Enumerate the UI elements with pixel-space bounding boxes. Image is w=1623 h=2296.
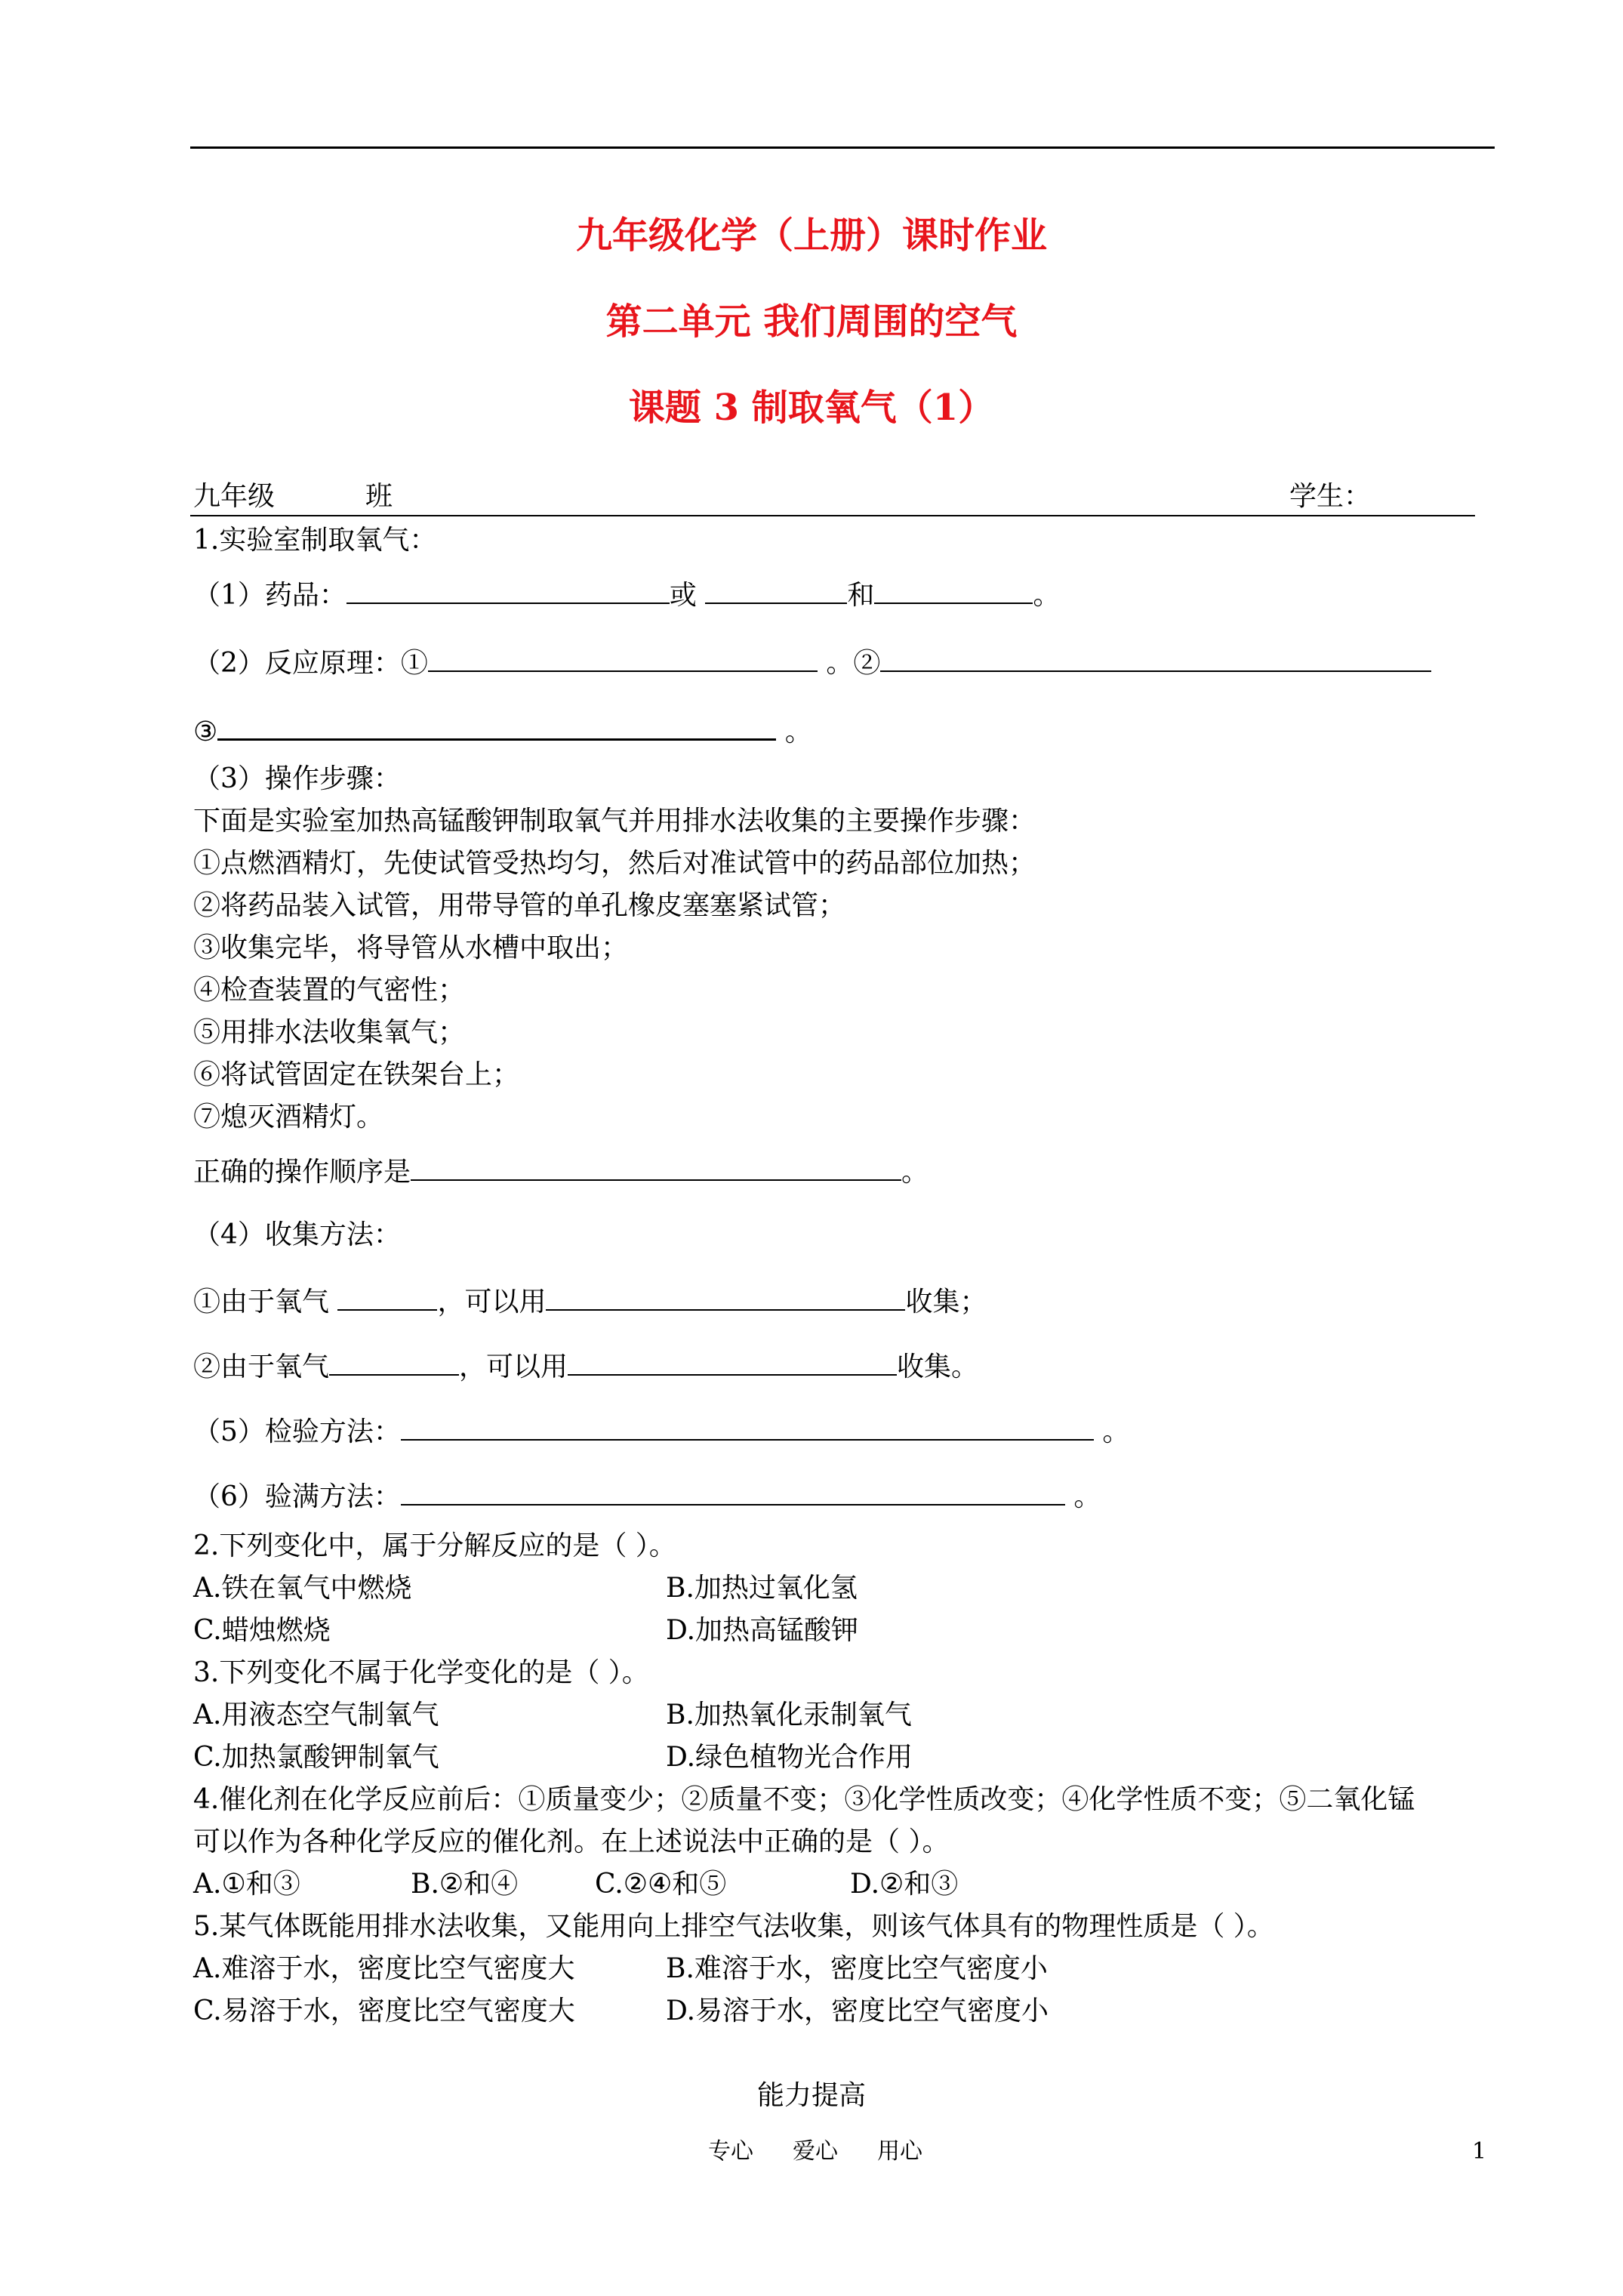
collect1-text-b: ，可以用 (437, 1287, 547, 1318)
drugs-label: （1）药品： (193, 580, 346, 611)
class-label: 班 (365, 481, 393, 512)
drugs-period: 。 (1033, 580, 1061, 611)
collect1-text-a: ①由于氧气 (193, 1287, 338, 1318)
principle-mid: 。② (826, 648, 881, 679)
step-item: ①点燃酒精灯，先使试管受热均匀，然后对准试管中的药品部位加热； (193, 848, 1036, 879)
test-method-blank[interactable] (401, 1412, 1094, 1441)
order-end: 。 (901, 1157, 929, 1188)
q2-stem: 2.下列变化中，属于分解反应的是（ ）。 (193, 1530, 676, 1561)
q5-option-a: A.难溶于水，密度比空气密度大 (193, 1953, 575, 1984)
full-end: 。 (1073, 1481, 1101, 1512)
footer-motto-1: 专心 (708, 2138, 753, 2165)
drugs-blank-1[interactable] (346, 575, 670, 604)
principle-blank-2[interactable] (880, 643, 1431, 672)
full-label: （6）验满方法： (193, 1481, 401, 1512)
q4-stem-line-2: 可以作为各种化学反应的催化剂。在上述说法中正确的是（ ）。 (193, 1826, 950, 1857)
footer-motto-3: 用心 (877, 2138, 922, 2165)
q4-option-a: A.①和③ (193, 1869, 300, 1900)
order-blank[interactable] (411, 1152, 901, 1181)
class-info-row (190, 479, 1475, 516)
principle-three: ③ (193, 717, 218, 747)
q4-option-c: C.②④和⑤ (595, 1869, 727, 1900)
drugs-or: 或 (669, 580, 697, 611)
full-method-blank[interactable] (401, 1477, 1065, 1505)
q1-drugs-line (193, 575, 1060, 614)
drugs-and: 和 (847, 580, 875, 611)
unit-title: 第二单元 我们周围的空气 (605, 300, 1018, 343)
step-item: ③收集完毕，将导管从水槽中取出； (193, 932, 629, 963)
q4-option-d: D.②和③ (850, 1869, 959, 1900)
principle-blank-3[interactable] (217, 711, 776, 741)
grade-label: 九年级 (193, 481, 276, 512)
order-label: 正确的操作顺序是 (193, 1157, 411, 1188)
collect2-text-c: 收集。 (897, 1351, 979, 1382)
collect2-text-a: ②由于氧气 (193, 1351, 330, 1382)
q3-stem: 3.下列变化不属于化学变化的是（ ）。 (193, 1657, 649, 1688)
q5-option-c: C.易溶于水，密度比空气密度大 (193, 1996, 575, 2026)
header-rule (190, 146, 1495, 149)
principle-label: （2）反应原理：① (193, 648, 428, 679)
q5-option-d: D.易溶于水，密度比空气密度小 (666, 1996, 1049, 2026)
test-method-line (193, 1412, 1129, 1450)
q1-principle-line-3 (193, 711, 812, 750)
q3-option-a: A.用液态空气制氧气 (193, 1700, 439, 1730)
full-method-line (193, 1477, 1101, 1515)
lesson-title: 课题 3 制取氧气（1） (628, 387, 995, 429)
test-label: （5）检验方法： (193, 1416, 401, 1447)
step-item: ②将药品装入试管，用带导管的单孔橡皮塞塞紧试管； (193, 890, 846, 921)
steps-intro: 下面是实验室加热高锰酸钾制取氧气并用排水法收集的主要操作步骤： (193, 806, 1036, 837)
q1-principle-line (193, 643, 1431, 682)
collect1-method-blank[interactable] (546, 1282, 905, 1311)
q3-option-b: B.加热氧化汞制氧气 (666, 1700, 912, 1730)
drugs-blank-3[interactable] (874, 575, 1033, 604)
principle-end: 。 (784, 717, 812, 747)
order-line (193, 1152, 929, 1191)
steps-label: （3）操作步骤： (193, 763, 401, 794)
q4-stem-line-1: 4.催化剂在化学反应前后：①质量变少；②质量不变；③化学性质改变；④化学性质不变；⑤二氧化锰 (193, 1784, 1415, 1815)
q2-option-d: D.加热高锰酸钾 (666, 1615, 859, 1646)
collect2-method-blank[interactable] (568, 1347, 897, 1376)
collect1-text-c: 收集； (905, 1287, 987, 1318)
q1-title: 1.实验室制取氧气： (193, 525, 437, 556)
q5-option-b: B.难溶于水，密度比空气密度小 (666, 1953, 1048, 1984)
section-title: 能力提高 (756, 2080, 866, 2111)
footer-motto-2: 爱心 (793, 2138, 838, 2165)
worksheet-title: 九年级化学（上册）课时作业 (575, 214, 1047, 257)
drugs-blank-2[interactable] (705, 575, 847, 604)
collect-line-1 (193, 1282, 987, 1321)
q5-stem: 5.某气体既能用排水法收集，又能用向上排空气法收集，则该气体具有的物理性质是（ ）。 (193, 1911, 1274, 1942)
principle-blank-1[interactable] (428, 643, 818, 672)
step-item: ④检查装置的气密性； (193, 975, 466, 1006)
q2-option-a: A.铁在氧气中燃烧 (193, 1573, 412, 1604)
step-item: ⑤用排水法收集氧气； (193, 1017, 466, 1048)
q4-option-b: B.②和④ (411, 1869, 519, 1900)
q2-option-c: C.蜡烛燃烧 (193, 1615, 331, 1646)
q3-option-d: D.绿色植物光合作用 (666, 1742, 913, 1773)
page-number: 1 (1472, 2138, 1487, 2165)
collect2-text-b: ，可以用 (459, 1351, 568, 1382)
collect1-property-blank[interactable] (337, 1282, 437, 1311)
q2-option-b: B.加热过氧化氢 (666, 1573, 858, 1604)
collect-label: （4）收集方法： (193, 1219, 401, 1250)
q3-option-c: C.加热氯酸钾制氧气 (193, 1742, 439, 1773)
test-end: 。 (1102, 1416, 1130, 1447)
student-label: 学生： (1289, 481, 1372, 512)
step-item: ⑥将试管固定在铁架台上； (193, 1059, 520, 1090)
step-item: ⑦熄灭酒精灯。 (193, 1102, 384, 1133)
collect-line-2 (193, 1347, 978, 1385)
collect2-property-blank[interactable] (329, 1347, 459, 1376)
